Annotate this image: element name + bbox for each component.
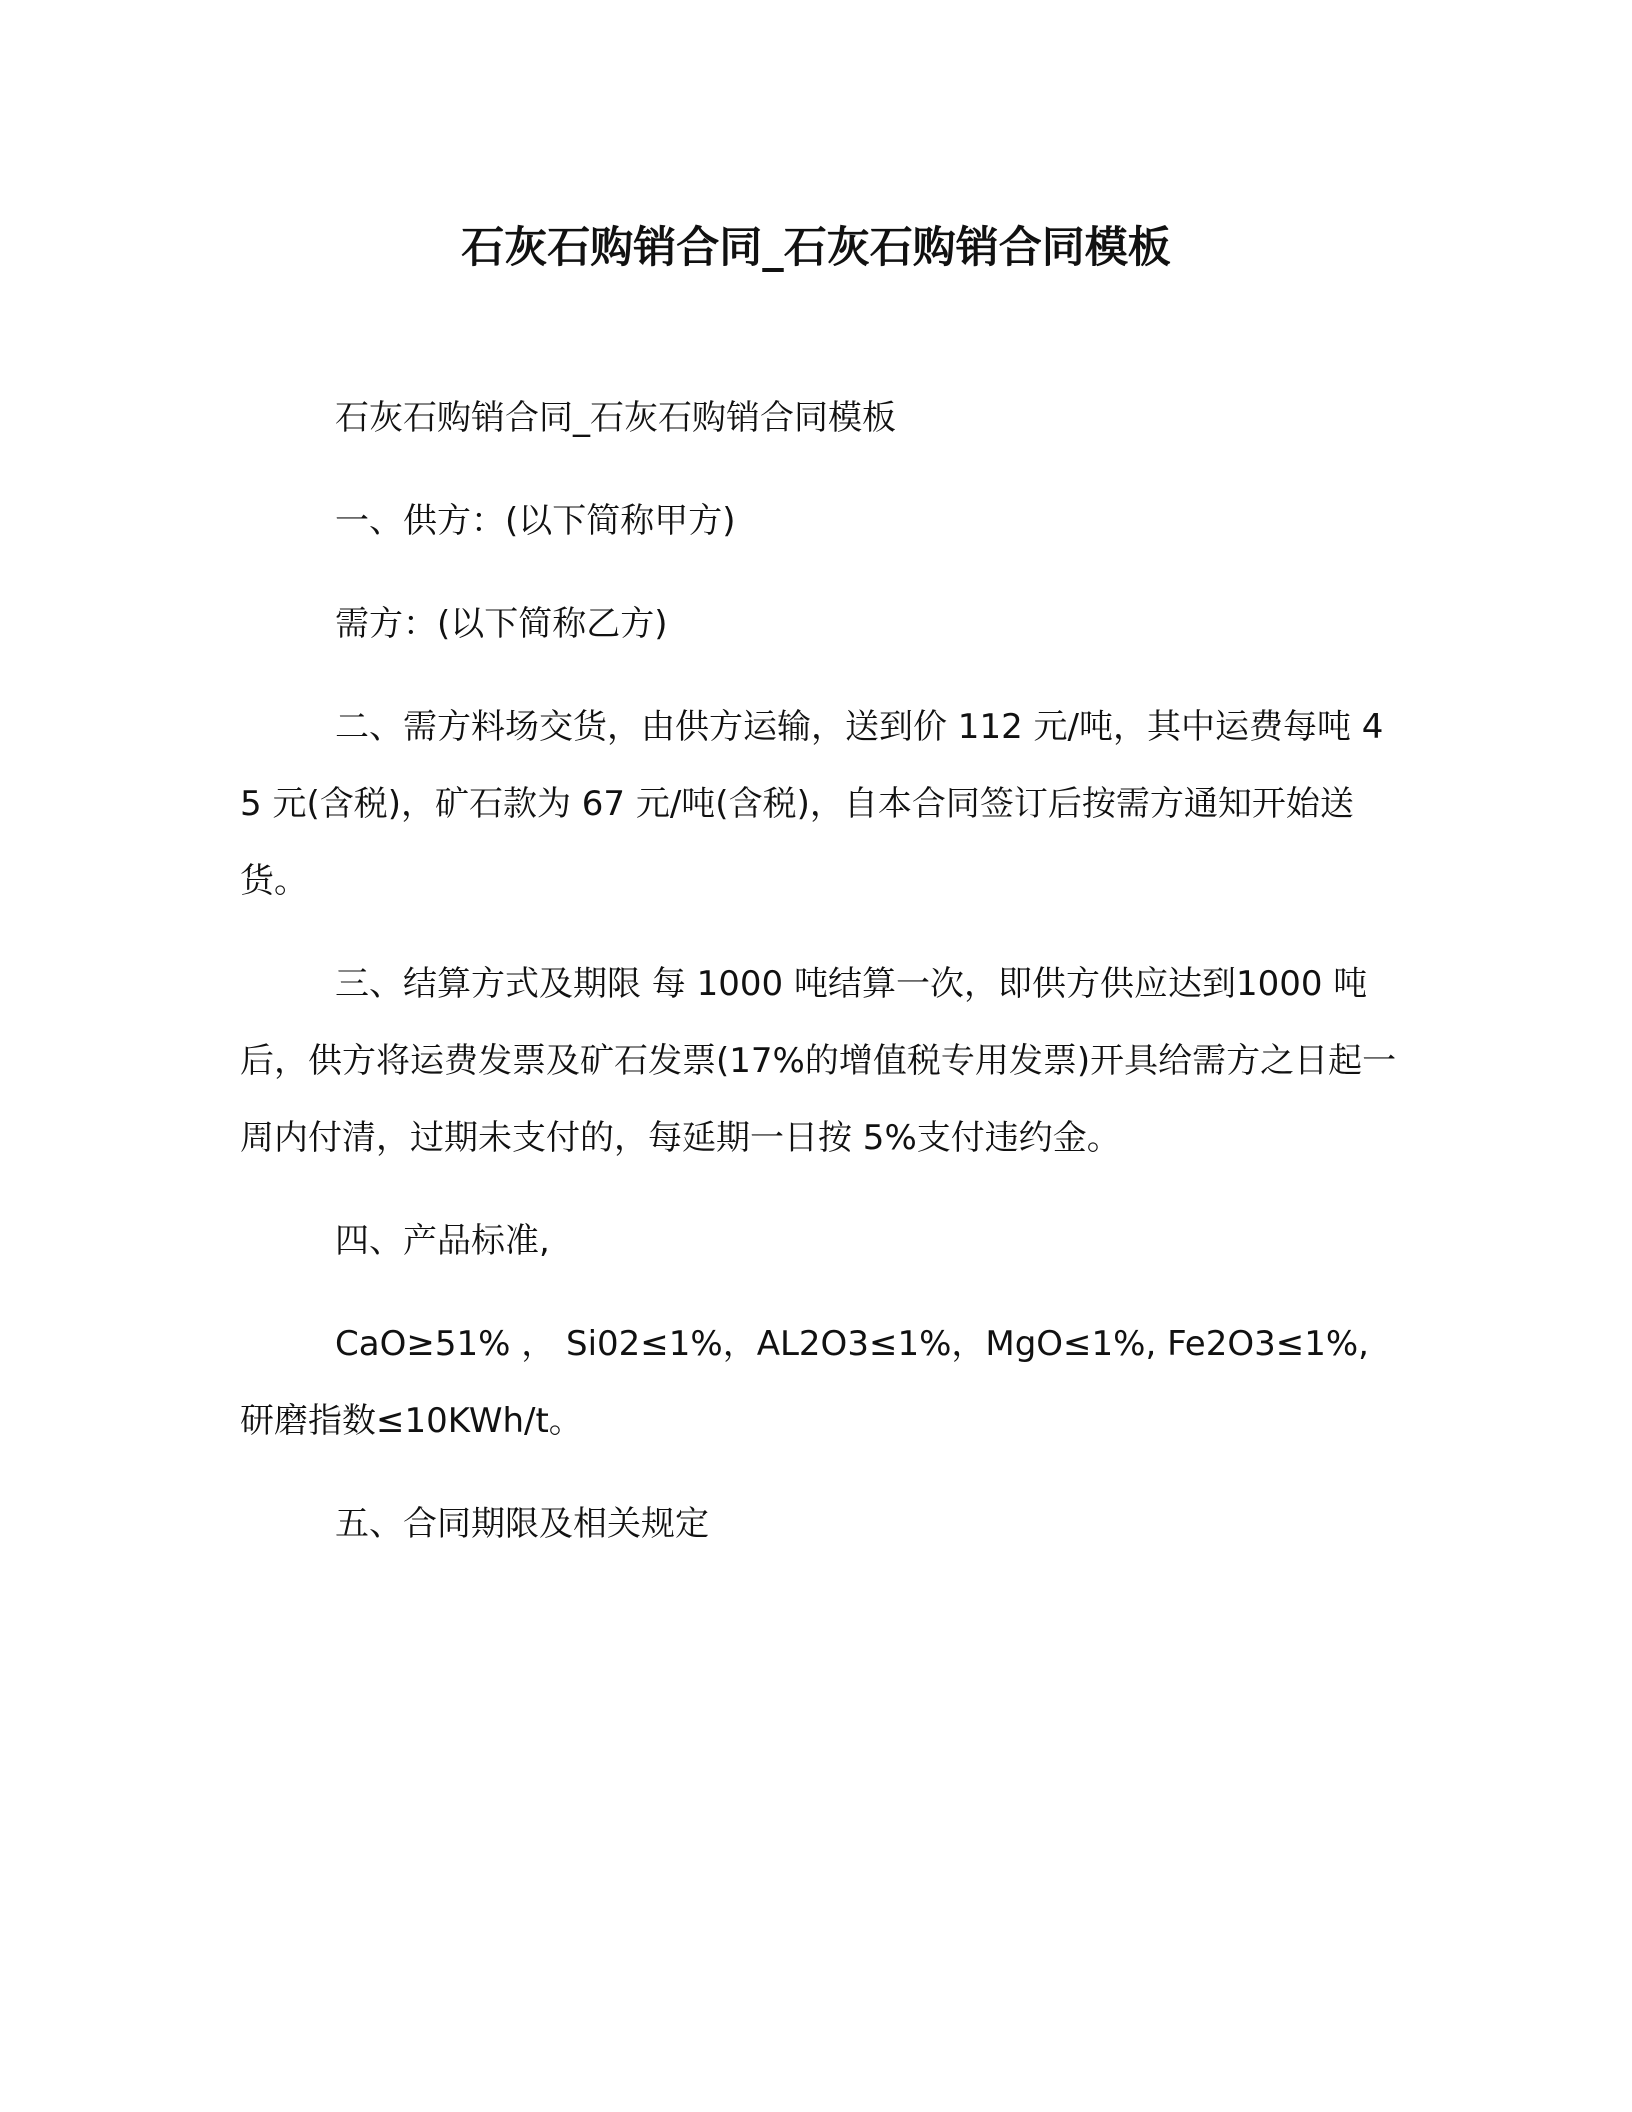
spacer: [240, 663, 1400, 689]
spacer: [240, 1177, 1400, 1203]
spacer: [240, 1460, 1400, 1486]
paragraph-delivery-price: 二、需方料场交货，由供方运输，送到价 112 元/吨，其中运费每吨 45 元(含税)，矿石款为 67 元/吨(含税)，自本合同签订后按需方通知开始送货。: [240, 707, 1384, 901]
spacer: [240, 1280, 1400, 1306]
paragraph-subtitle: 石灰石购销合同_石灰石购销合同模板: [335, 398, 896, 438]
paragraph-settlement: 三、结算方式及期限 每 1000 吨结算一次，即供方供应达到1000 吨后，供方将运费发票及矿石发票(17%的增值税专用发票)开具给需方之日起一周内付清，过期未支付的，每延期一日按 5%支付违约金。: [240, 964, 1397, 1158]
spacer: [240, 920, 1400, 946]
paragraph-buyer: 需方：(以下简称乙方): [335, 604, 668, 644]
spacer: [240, 560, 1400, 586]
paragraph-contract-term: 五、合同期限及相关规定: [335, 1504, 709, 1544]
document-title: 石灰石购销合同_石灰石购销合同模板: [461, 223, 1171, 273]
spacer: [240, 457, 1400, 483]
paragraph-supplier: 一、供方：(以下简称甲方): [335, 501, 736, 541]
paragraph-product-standard-heading: 四、产品标准,: [335, 1221, 550, 1261]
paragraph-product-specs: CaO≥51% ， Si02≤1%，AL2O3≤1%，MgO≤1%, Fe2O3≤1%, 研磨指数≤10KWh/t。: [240, 1324, 1369, 1441]
document-body: [240, 380, 1400, 1563]
